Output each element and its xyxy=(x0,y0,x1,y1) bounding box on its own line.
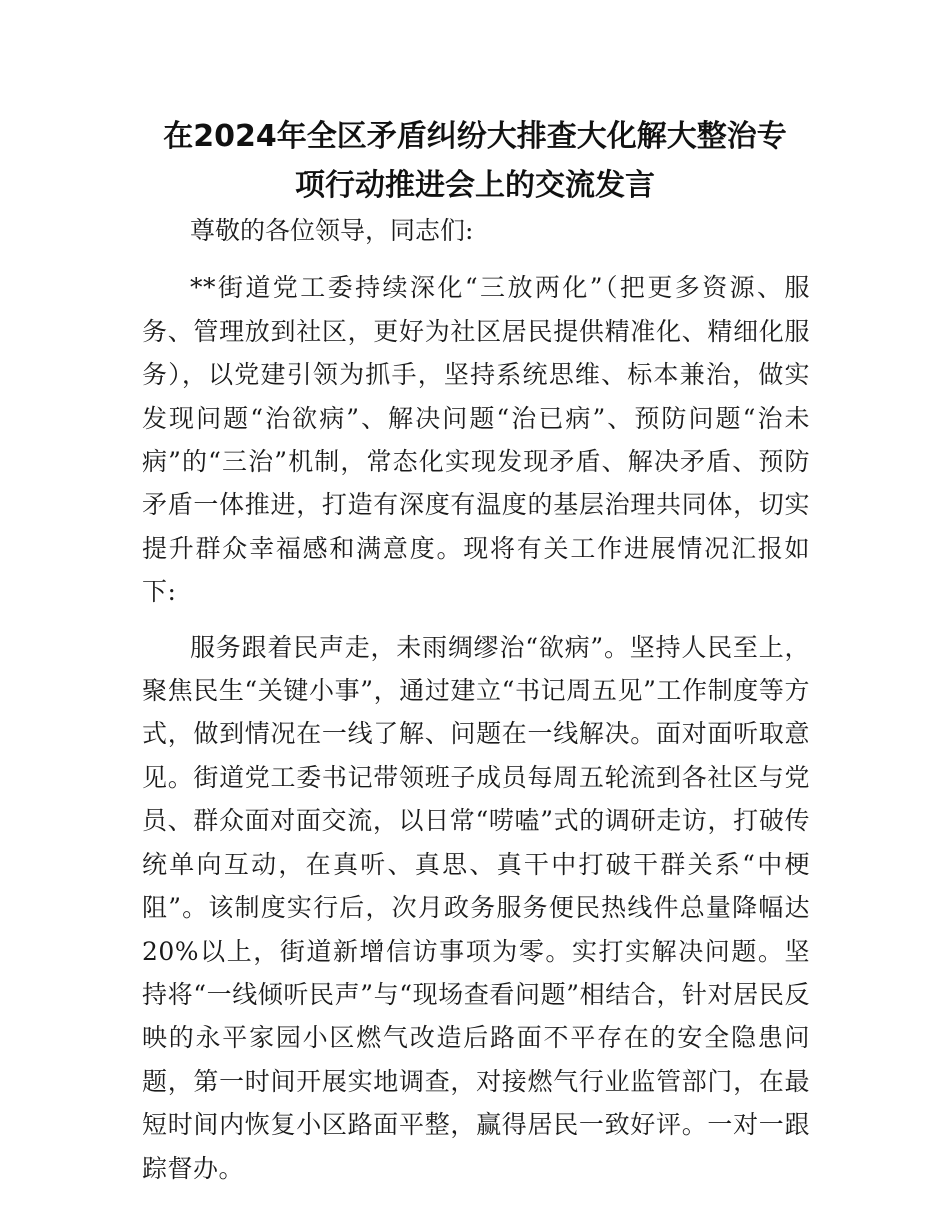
title-line-1: 在2024年全区矛盾纠纷大排查大化解大整治专 xyxy=(163,119,787,154)
document-body xyxy=(142,209,810,1190)
paragraph-intro: **街道党工委持续深化“三放两化”（把更多资源、服务、管理放到社区，更好为社区居民提供精准化、精细化服务），以党建引领为抓手，坚持系统思维、标本兼治，做实发现问题“治欲病”、解决问题“治已病”、预防问题“治未病”的“三治”机制，常态化实现发现矛盾、解决矛盾、预防矛盾一体推进，打造有深度有温度的基层治理共同体，切实提升群众幸福感和满意度。现将有关工作进展情况汇报如下: xyxy=(142,273,810,607)
document-title xyxy=(120,112,830,210)
paragraph-service: 服务跟着民声走，未雨绸缪治“欲病”。坚持人民至上，聚焦民生“关键小事”，通过建立“书记周五见”工作制度等方式，做到情况在一线了解、问题在一线解决。面对面听取意见。街道党工委书记带领班子成员每周五轮流到各社区与党员、群众面对面交流，以日常“唠嗑”式的调研走访，打破传统单向互动，在真听、真思、真干中打破干群关系“中梗阻”。该制度实行后，次月政务服务便民热线件总量降幅达20%以上，街道新增信访事项为零。实打实解决问题。坚持将“一线倾听民声”与“现场查看问题”相结合，针对居民反映的永平家园小区燃气改造后路面不平存在的安全隐患问题，第一时间开展实地调查，对接燃气行业监管部门，在最短时间内恢复小区路面平整，赢得居民一致好评。一对一跟踪督办。 xyxy=(142,632,810,1183)
title-line-2: 项行动推进会上的交流发言 xyxy=(295,168,655,203)
salutation: 尊敬的各位领导，同志们: xyxy=(190,216,474,245)
